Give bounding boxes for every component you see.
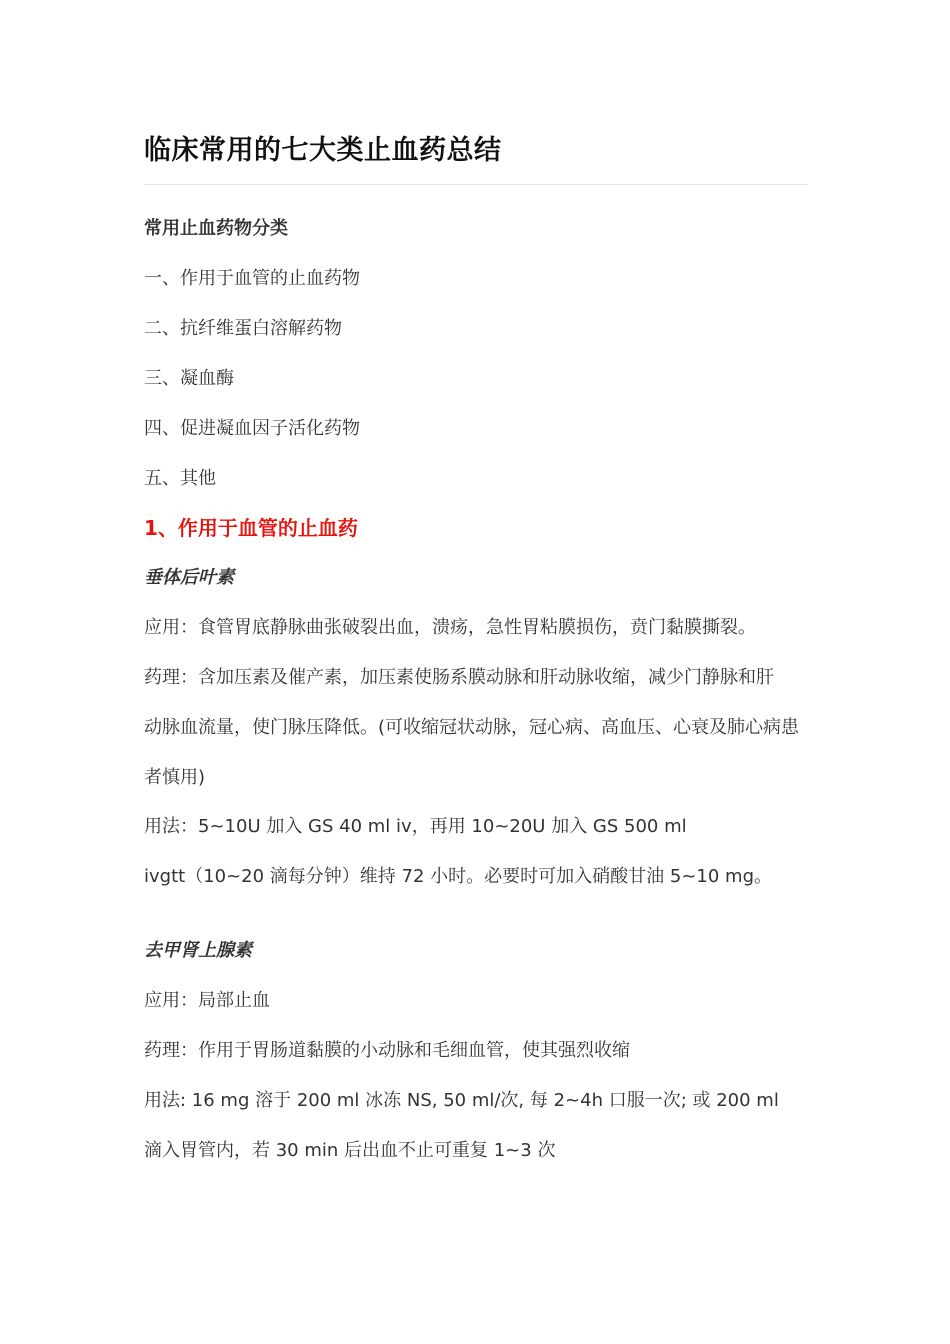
drug-name: 垂体后叶素 [144, 567, 234, 588]
drug-paragraph-line: 滴入胃管内，若 30 min 后出血不止可重复 1~3 次 [144, 1140, 556, 1161]
class-item: 三、凝血酶 [144, 368, 234, 389]
drug-paragraph-line: 动脉血流量，使门脉压降低。(可收缩冠状动脉，冠心病、高血压、心衰及肺心病患 [144, 717, 800, 738]
class-item: 二、抗纤维蛋白溶解药物 [144, 318, 342, 339]
drug-name: 去甲肾上腺素 [144, 940, 252, 961]
drug-paragraph-line: 应用：局部止血 [144, 990, 270, 1011]
drug-paragraph-line: 应用：食管胃底静脉曲张破裂出血，溃疡，急性胃粘膜损伤，贲门黏膜撕裂。 [144, 617, 756, 638]
document-title: 临床常用的七大类止血药总结 [144, 135, 502, 166]
class-item: 一、作用于血管的止血药物 [144, 268, 360, 289]
classification-heading: 常用止血药物分类 [144, 218, 288, 239]
drug-paragraph-line: 者慎用) [144, 767, 206, 788]
drug-paragraph-line: 药理：作用于胃肠道黏膜的小动脉和毛细血管，使其强烈收缩 [144, 1040, 630, 1061]
class-item: 四、促进凝血因子活化药物 [144, 418, 360, 439]
drug-paragraph-line: 用法: 16 mg 溶于 200 ml 冰冻 NS, 50 ml/次, 每 2~4h 口服一次; 或 200 ml [144, 1090, 779, 1111]
drug-paragraph-line: 药理：含加压素及催产素，加压素使肠系膜动脉和肝动脉收缩，减少门静脉和肝 [144, 667, 774, 688]
title-divider [144, 184, 808, 185]
drug-paragraph-line: 用法：5~10U 加入 GS 40 ml iv，再用 10~20U 加入 GS 500 ml [144, 816, 687, 837]
drug-paragraph-line: ivgtt（10~20 滴每分钟）维持 72 小时。必要时可加入硝酸甘油 5~10 mg。 [144, 866, 772, 887]
section-heading: 1、作用于血管的止血药 [144, 516, 358, 540]
class-item: 五、其他 [144, 468, 216, 489]
